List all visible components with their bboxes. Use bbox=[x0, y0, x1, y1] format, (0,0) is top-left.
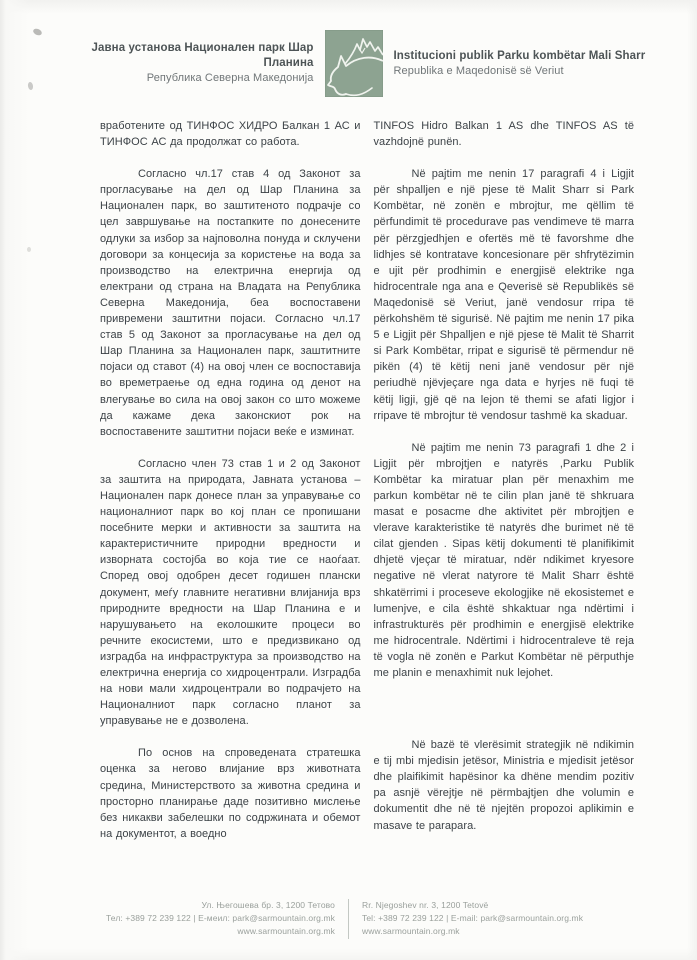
paragraph-mk-law73: Согласно член 73 став 1 и 2 од Законот за заштита на природата, Јавната установа – Национален парк донесе план за управување со националниот парк во кој план се пропишани посебните мерки и активности за заштита на карактеристичните природни вредности и изворната состојба во која тие се наоѓаат. Според овој одобрен десет годишен плански документ, меѓу главните негативни влијанија врз природните вредности на Шар Планина е и нарушувањето на еколошките процеси во речните екосистеми, што е предизвикано од изградба на инфраструктура за производство на електрична енергија со хидроцентрали. Изградба на нови мали хидроцентрали во подрачјето на Националниот парк согласно планот за управување не е дозволена. bbox=[100, 457, 361, 728]
paragraph-sq-assessment: Në bazë të vlerësimit strategjik në ndikimin e tij mbi mjedisin jetësor, Ministria e mjedisit jetësor dhe plaifikimit hapësinor ka dhëne mendim pozitiv pa asnjë vërejtje në përmbajtjen dhe volumin e dokumentit dhe në të njejtën propozoi aplikimin e masave te parapara. bbox=[373, 739, 634, 832]
institution-name-sq: Institucioni publik Parku kombëtar Mali Sharr bbox=[393, 49, 646, 62]
letterhead-left-mk bbox=[44, 41, 314, 86]
paragraph-sq-continuation: TINFOS Hidro Balkan 1 AS dhe TINFOS AS të vazhdojnë punën. bbox=[373, 120, 634, 149]
footer-contact-sq: Tel: +389 72 239 122 | E-mail: park@sarmountain.org.mk bbox=[362, 913, 584, 923]
footer-left-mk bbox=[60, 899, 348, 938]
body-column-macedonian bbox=[100, 118, 361, 858]
paragraph-mk-law17: Согласно чл.17 став 4 од Законот за прогласување на дел од Шар Планина за Национален парк, во заштитеното подрачје со цел завршување на постапките по донесените одлуки за избор за најповолна понуда и склучени договори за концесија за користење на вода за производство на електрична енергија од електрани од страна на Владата на Република Северна Македонија, беа воспоставени привремени заштитни појаси. Согласно чл.17 став 5 од Законот за прогласување на дел од Шар Планина за Национален парк, заштитните појаси од ставот (4) на овој член се воспоставија во времетраење од една година од денот на влегување во сила на овој закон со што можеме да кажаме дека законскиот рок на воспоставените заштитни појаси веќе е изминат. bbox=[100, 168, 361, 438]
footer-contact-mk: Тел: +389 72 239 122 | Е-меил: park@sarmountain.org.mk bbox=[105, 913, 335, 923]
paragraph-sq-law17: Në pajtim me nenin 17 paragrafi 4 i Ligjit për shpalljen e një pjese të Malit Sharr si Park Kombëtar, në zonën e mbrojtur, me qëllim të përfundimit të procedurave pas vendimeve të marra për përzgjedhjen e ofertës më të favorshme dhe lidhjes së kontratave koncesionare për shfrytëzimin e ujit për prodhimin e energjisë elektrike nga hidrocentrale nga ana e Qeverisë së Republikës së Maqedonisë së Veriut, janë vendosur rripa të përkohshëm të sigurisë. Në pajtim me nenin 17 pika 5 e Ligjit për Shpalljen e një pjese të Malit të Sharrit si Park Kombëtar, rripat e sigurisë të përmendur në pikën (4) të këtij neni janë vendosur për një periudhë njëvjeçare nga data e hyrjes në fuqi të këtij ligji, gjë që na lejon të themi se afati ligjor i rripave të mbrojtur të vendosur tashmë ka skaduar. bbox=[373, 168, 634, 422]
institution-name-mk: Јавна установа Национален парк Шар Планина bbox=[91, 42, 314, 69]
letter-footer bbox=[0, 899, 697, 939]
paragraph-mk-assessment: По основ на спроведената стратешка оценка за негово влијание врз животната средина, Министерството за животна средина и просторно планирање даде позитивно мислење без никакви забелешки по содржината и обемот на документот, а воедно bbox=[100, 747, 361, 840]
country-name-mk: Република Северна Македонија bbox=[146, 72, 314, 84]
paragraph-sq-law73: Në pajtim me nenin 73 paragrafi 1 dhe 2 i Ligjit për mbrojtjen e natyrës ,Parku Publik Kombëtar ka miratuar plan për menaxhim me parkun kombëtar në te cilin plan janë të shkruara masat e posacme dhe aktivitet për mbrojtjen e vlerave karakteristike të natyrës dhe burimet në të cilat gjenden . Sipas këtij dokumenti të planifikimit dhjetë vjeçar të miratuar, ndër ndikimet kryesore negative në vlerat natyrore të Malit Sharr është shkatërrimi i proceseve ekologjike në ekosistemet e lumenjve, e cila është shkaktuar nga ndërtimi i infrastrukturës për prodhimin e energjisë elektrike me hidrocentrale. Ndërtimi i hidrocentraleve të reja të vogla në zonën e Parkut Kombëtar në përputhje me planin e menaxhimit nuk lejohet. bbox=[373, 441, 634, 679]
body-column-albanian bbox=[374, 118, 635, 858]
footer-website-sq: www.sarmountain.org.mk bbox=[362, 926, 460, 936]
footer-website-mk: www.sarmountain.org.mk bbox=[237, 926, 335, 936]
footer-address-sq: Rr. Njegoshev nr. 3, 1200 Tetovë bbox=[362, 900, 489, 910]
letterhead bbox=[0, 30, 697, 97]
paragraph-mk-continuation: вработените од ТИНФОС ХИДРО Балкан 1 АС и ТИНФОС АС да продолжат со работа. bbox=[100, 120, 361, 149]
footer-address-mk: Ул. Његошева бр. 3, 1200 Тетово bbox=[201, 900, 335, 910]
letter-body bbox=[0, 118, 697, 858]
country-name-sq: Republika e Maqedonisë së Veriut bbox=[393, 64, 564, 77]
park-logo-icon bbox=[325, 30, 383, 97]
footer-right-sq bbox=[348, 899, 637, 939]
letterhead-right-sq bbox=[394, 49, 664, 79]
